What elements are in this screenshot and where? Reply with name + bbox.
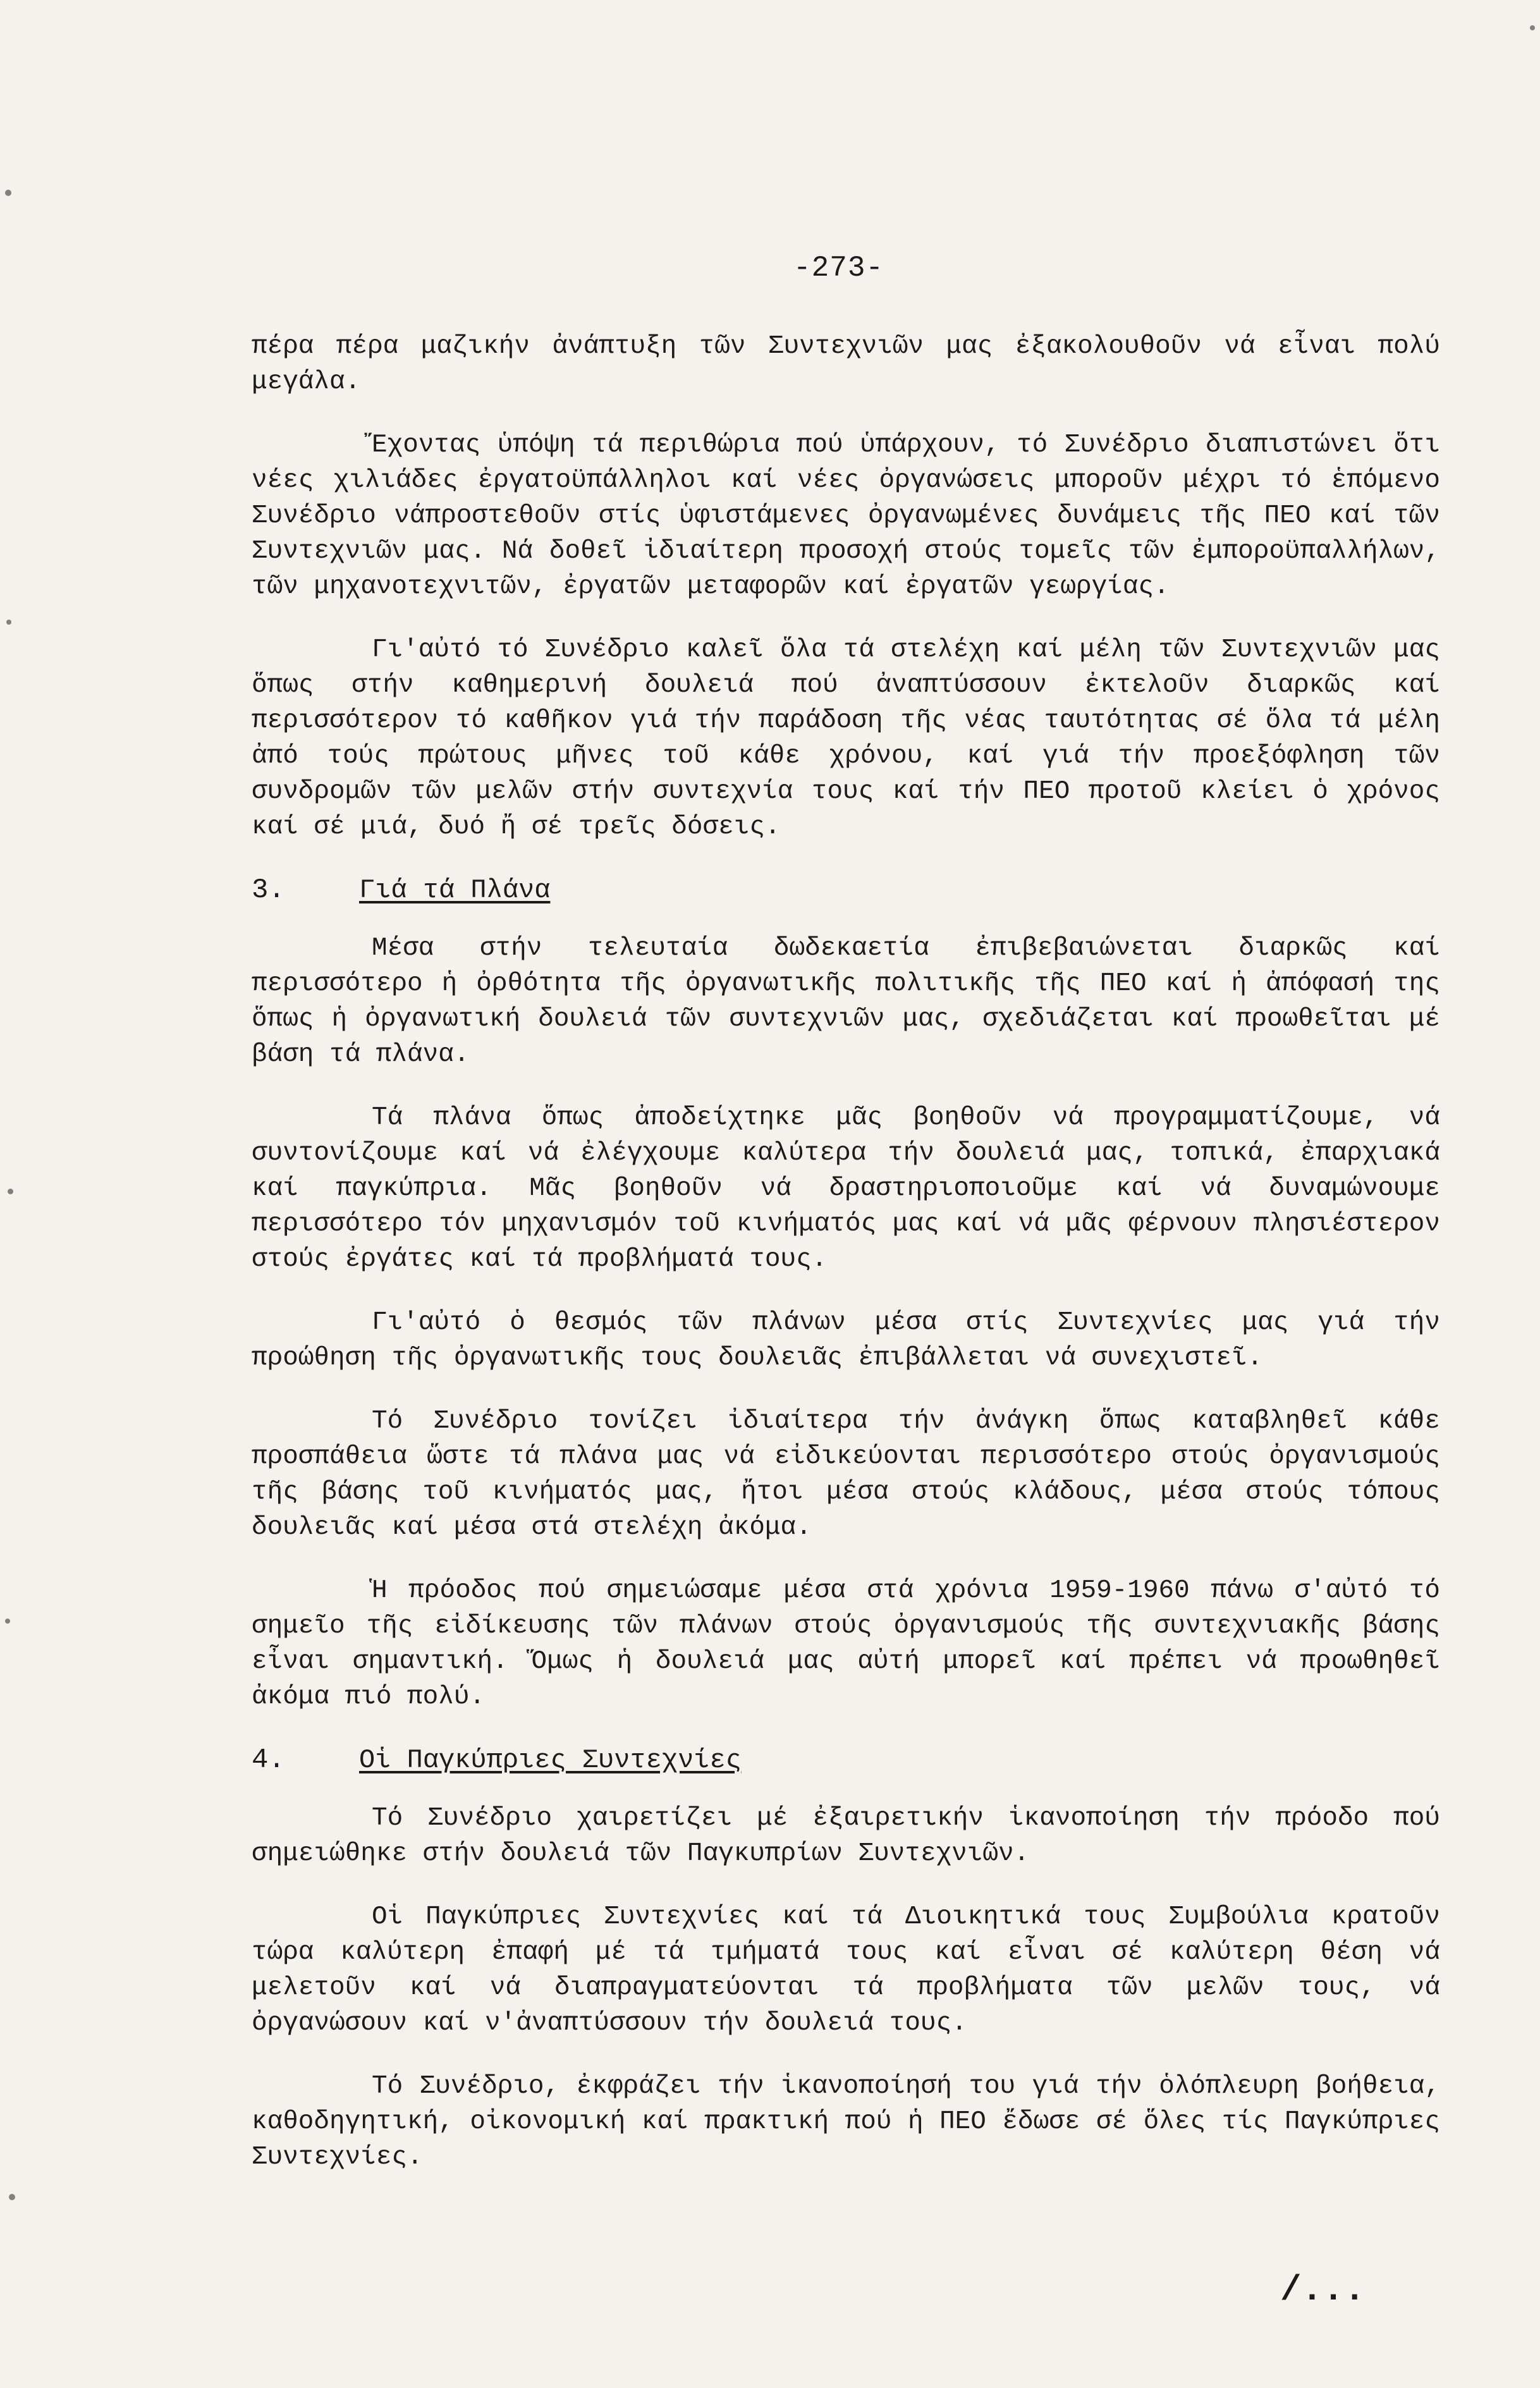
paragraph: Μέσα στήν τελευταία δωδεκαετία ἐπιβεβαιώνεται διαρκῶς καί περισσότερο ἡ ὀρθότητα τῆς ὀργανωτικῆς πολιτικῆς τῆς ΠΕΟ καί ἡ ἀπόφασή της ὅπως ἡ ὀργανωτική δουλειά τῶν συντεχνιῶν μας, σχεδιάζεται καί προωθεῖται μέ βάση τά πλάνα. bbox=[252, 934, 1440, 1069]
section-heading-4 bbox=[252, 1742, 1440, 1778]
paragraph: Ἔχοντας ὑπόψη τά περιθώρια πού ὑπάρχουν, τό Συνέδριο διαπιστώνει ὅτι νέες χιλιάδες ἐργατοϋπάλληλοι καί νέες ὀργανώσεις μποροῦν μέχρι τό ἑπόμενο Συνέδριο νάπροστεθοῦν στίς ὑφιστάμενες ὀργανωμένες δυνάμεις τῆς ΠΕΟ καί τῶν Συντεχνιῶν μας. Νά δοθεῖ ἰδιαίτερη προσοχή στούς τομεῖς τῶν ἐμποροϋπαλλήλων, τῶν μηχανοτεχνιτῶν, ἐργατῶν μεταφορῶν καί ἐργατῶν γεωργίας. bbox=[252, 431, 1440, 601]
paragraph: Τό Συνέδριο, ἐκφράζει τήν ἱκανοποίησή του γιά τήν ὁλόπλευρη βοήθεια, καθοδηγητική, οἰκονομική καί πρακτική πού ἡ ΠΕΟ ἔδωσε σέ ὅλες τίς Παγκύπριες Συντεχνίες. bbox=[252, 2072, 1440, 2172]
paragraph: Γι'αὐτό ὁ θεσμός τῶν πλάνων μέσα στίς Συντεχνίες μας γιά τήν προώθηση τῆς ὀργανωτικῆς τους δουλειᾶς ἐπιβάλλεται νά συνεχιστεῖ. bbox=[252, 1308, 1440, 1373]
section-title: Οἱ Παγκύπριες Συντεχνίες bbox=[359, 1745, 742, 1775]
scan-speck bbox=[6, 620, 11, 625]
document-body bbox=[252, 329, 1440, 2203]
continuation-mark: /... bbox=[1280, 2270, 1366, 2310]
section-number: 4. bbox=[252, 1744, 285, 1776]
section-number: 3. bbox=[252, 874, 285, 906]
section-heading-3 bbox=[252, 873, 1440, 908]
scan-speck bbox=[5, 1619, 10, 1624]
scan-speck bbox=[1530, 25, 1535, 30]
page-number: -273- bbox=[793, 252, 884, 285]
section-title: Γιά τά Πλάνα bbox=[359, 875, 551, 905]
paragraph: πέρα πέρα μαζικήν ἀνάπτυξη τῶν Συντεχνιῶν μας ἐξακολουθοῦν νά εἶναι πολύ μεγάλα. bbox=[252, 332, 1440, 396]
paragraph: Γι'αὐτό τό Συνέδριο καλεῖ ὅλα τά στελέχη καί μέλη τῶν Συντεχνιῶν μας ὅπως στήν καθημερινή δουλειά πού ἀναπτύσσουν ἐκτελοῦν διαρκῶς καί περισσότερον τό καθῆκον γιά τήν παράδοση τῆς νέας ταυτότητας σέ ὅλα τά μέλη ἀπό τούς πρώτους μῆνες τοῦ κάθε χρόνου, καί γιά τήν προεξόφληση τῶν συνδρομῶν τῶν μελῶν στήν συντεχνία τους καί τήν ΠΕΟ προτοῦ κλείει ὁ χρόνος καί σέ μιά, δυό ἤ σέ τρεῖς δόσεις. bbox=[252, 635, 1440, 842]
scan-speck bbox=[5, 190, 11, 196]
paragraph: Τά πλάνα ὅπως ἀποδείχτηκε μᾶς βοηθοῦν νά προγραμματίζουμε, νά συντονίζουμε καί νά ἐλέγχουμε καλύτερα τήν δουλειά μας, τοπικά, ἐπαρχιακά καί παγκύπρια. Μᾶς βοηθοῦν νά δραστηριοποιοῦμε καί νά δυναμώνουμε περισσότερο τόν μηχανισμόν τοῦ κινήματός μας καί νά μᾶς φέρνουν πλησιέστερον στούς ἐργάτες καί τά προβλήματά τους. bbox=[252, 1103, 1440, 1274]
paragraph: Τό Συνέδριο χαιρετίζει μέ ἐξαιρετικήν ἱκανοποίηση τήν πρόοδο πού σημειώθηκε στήν δουλειά τῶν Παγκυπρίων Συντεχνιῶν. bbox=[252, 1804, 1440, 1868]
paragraph: Οἱ Παγκύπριες Συντεχνίες καί τά Διοικητικά τους Συμβούλια κρατοῦν τώρα καλύτερη ἐπαφή μέ τά τμήματά τους καί εἶναι σέ καλύτερη θέση νά μελετοῦν καί νά διαπραγματεύονται τά προβλήματα τῶν μελῶν τους, νά ὀργανώσουν καί ν'ἀναπτύσσουν τήν δουλειά τους. bbox=[252, 1902, 1440, 2038]
paragraph: Τό Συνέδριο τονίζει ἰδιαίτερα τήν ἀνάγκη ὅπως καταβληθεῖ κάθε προσπάθεια ὥστε τά πλάνα μας νά εἰδικεύονται περισσότερο στούς ὀργανισμούς τῆς βάσης τοῦ κινήματός μας, ἤτοι μέσα στούς κλάδους, μέσα στούς τόπους δουλειᾶς καί μέσα στά στελέχη ἀκόμα. bbox=[252, 1407, 1440, 1542]
scan-speck bbox=[8, 1189, 13, 1194]
scan-speck bbox=[9, 2194, 15, 2200]
paragraph: Ἡ πρόοδος πού σημειώσαμε μέσα στά χρόνια 1959-1960 πάνω σ'αὐτό τό σημεῖο τῆς εἰδίκευσης τῶν πλάνων στούς ὀργανισμούς τῆς συντεχνιακῆς βάσης εἶναι σημαντική. Ὅμως ἡ δουλειά μας αὐτή μπορεῖ καί πρέπει νά προωθηθεῖ ἀκόμα πιό πολύ. bbox=[252, 1576, 1440, 1711]
